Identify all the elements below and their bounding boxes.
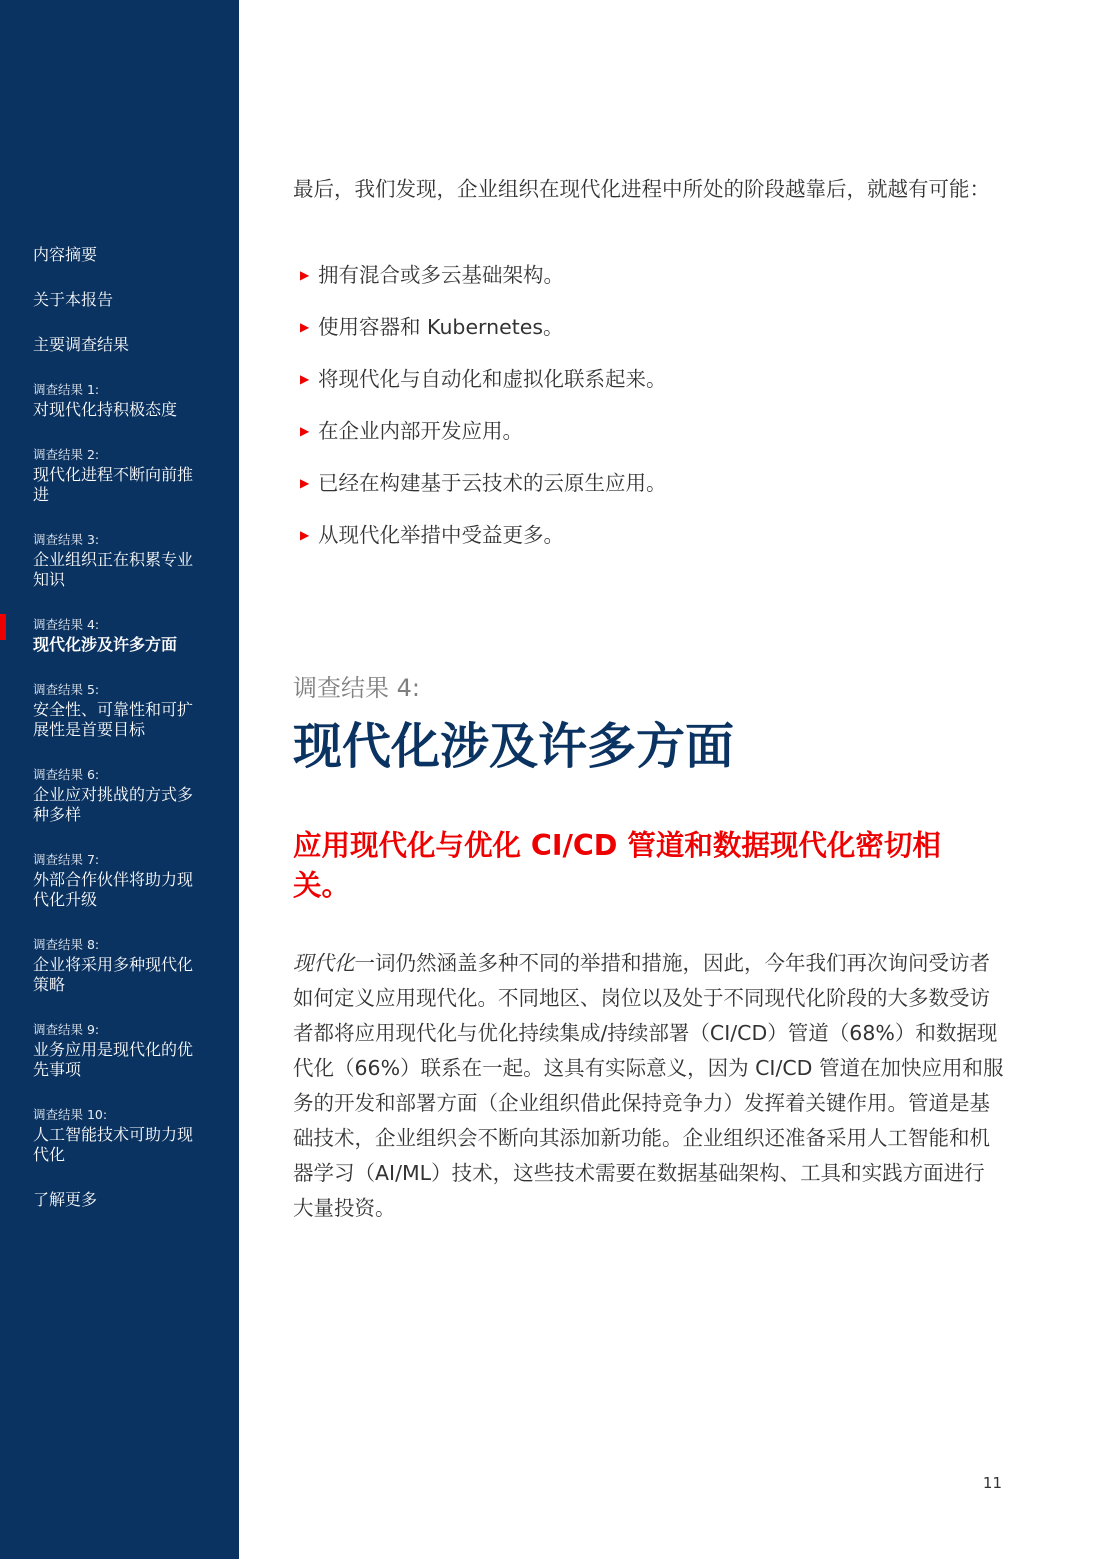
nav-item-number: 调查结果 1: xyxy=(33,382,100,397)
list-item xyxy=(300,518,1000,553)
triangle-bullet-icon: ▶ xyxy=(300,424,310,438)
nav-item-key-findings[interactable] xyxy=(33,335,208,355)
nav-item-label: 对现代化持积极态度 xyxy=(33,400,178,419)
nav-item-finding-2[interactable] xyxy=(33,447,208,505)
nav-item-label: 业务应用是现代化的优先事项 xyxy=(33,1040,194,1079)
nav-item-number: 调查结果 7: xyxy=(33,852,100,867)
list-item-text: 使用容器和 Kubernetes。 xyxy=(318,315,564,339)
nav-item-label: 企业将采用多种现代化策略 xyxy=(33,955,194,994)
nav-item-label: 关于本报告 xyxy=(33,290,114,309)
nav-item-label: 现代化涉及许多方面 xyxy=(33,635,178,654)
triangle-bullet-icon: ▶ xyxy=(300,320,310,334)
nav-item-finding-9[interactable] xyxy=(33,1022,208,1080)
nav-item-number: 调查结果 10: xyxy=(33,1107,108,1122)
emphasized-term: 现代化 xyxy=(293,951,355,975)
body-paragraph xyxy=(293,946,1005,1226)
nav-item-summary[interactable] xyxy=(33,245,208,265)
list-item-text: 从现代化举措中受益更多。 xyxy=(318,523,564,547)
nav-item-finding-4[interactable] xyxy=(33,617,208,655)
nav-item-label: 现代化进程不断向前推进 xyxy=(33,465,194,504)
page-number: 11 xyxy=(982,1474,1002,1492)
list-item xyxy=(300,258,1000,293)
nav-item-label: 内容摘要 xyxy=(33,245,98,264)
nav-item-number: 调查结果 2: xyxy=(33,447,100,462)
nav-item-about[interactable] xyxy=(33,290,208,310)
nav-item-label: 企业组织正在积累专业知识 xyxy=(33,550,194,589)
triangle-bullet-icon: ▶ xyxy=(300,372,310,386)
nav-item-learn-more[interactable] xyxy=(33,1190,208,1210)
nav-item-number: 调查结果 4: xyxy=(33,617,100,632)
nav-item-finding-5[interactable] xyxy=(33,682,208,740)
section-subheading: 应用现代化与优化 CI/CD 管道和数据现代化密切相关。 xyxy=(293,829,941,902)
list-item xyxy=(300,310,1000,345)
nav-item-number: 调查结果 5: xyxy=(33,682,100,697)
nav-item-number: 调查结果 8: xyxy=(33,937,100,952)
nav-item-label: 人工智能技术可助力现代化 xyxy=(33,1125,194,1164)
nav-item-number: 调查结果 9: xyxy=(33,1022,100,1037)
nav-item-finding-10[interactable] xyxy=(33,1107,208,1165)
triangle-bullet-icon: ▶ xyxy=(300,528,310,542)
body-text: 一词仍然涵盖多种不同的举措和措施，因此，今年我们再次询问受访者如何定义应用现代化。不同地区、岗位以及处于不同现代化阶段的大多数受访者都将应用现代化与优化持续集成/持续部署（CI/CD）管道（68%）和数据现代化（66%）联系在一起。这具有实际意义，因为 CI/CD 管道在加快应用和服务的开发和部署方面（企业组织借此保持竞争力）发挥着关键作用。管道是基础技术，企业组织会不断向其添加新功能。企业组织还准备采用人工智能和机器学习（AI/ML）技术，这些技术需要在数据基础架构、工具和实践方面进行大量投资。 xyxy=(293,951,1004,1220)
triangle-bullet-icon: ▶ xyxy=(300,268,310,282)
nav-item-finding-7[interactable] xyxy=(33,852,208,910)
bullet-list xyxy=(300,258,1000,570)
nav-item-finding-1[interactable] xyxy=(33,382,208,420)
nav-item-finding-3[interactable] xyxy=(33,532,208,590)
list-item-text: 拥有混合或多云基础架构。 xyxy=(318,263,564,287)
nav-item-label: 了解更多 xyxy=(33,1190,98,1209)
list-item-text: 已经在构建基于云技术的云原生应用。 xyxy=(318,471,667,495)
page-title: 现代化涉及许多方面 xyxy=(293,718,735,775)
nav-item-finding-6[interactable] xyxy=(33,767,208,825)
nav-item-label: 安全性、可靠性和可扩展性是首要目标 xyxy=(33,700,194,739)
triangle-bullet-icon: ▶ xyxy=(300,476,310,490)
nav-item-number: 调查结果 6: xyxy=(33,767,100,782)
section-eyebrow: 调查结果 4: xyxy=(293,674,420,702)
active-indicator xyxy=(0,614,6,640)
sidebar-nav xyxy=(0,0,239,1559)
list-item-text: 将现代化与自动化和虚拟化联系起来。 xyxy=(318,367,667,391)
list-item-text: 在企业内部开发应用。 xyxy=(318,419,523,443)
nav-item-finding-8[interactable] xyxy=(33,937,208,995)
list-item xyxy=(300,362,1000,397)
intro-paragraph: 最后，我们发现，企业组织在现代化进程中所处的阶段越靠后，就越有可能： xyxy=(293,177,990,201)
nav-item-label: 主要调查结果 xyxy=(33,335,130,354)
nav-item-number: 调查结果 3: xyxy=(33,532,100,547)
list-item xyxy=(300,414,1000,449)
nav-item-label: 企业应对挑战的方式多种多样 xyxy=(33,785,194,824)
nav-item-label: 外部合作伙伴将助力现代化升级 xyxy=(33,870,194,909)
list-item xyxy=(300,466,1000,501)
